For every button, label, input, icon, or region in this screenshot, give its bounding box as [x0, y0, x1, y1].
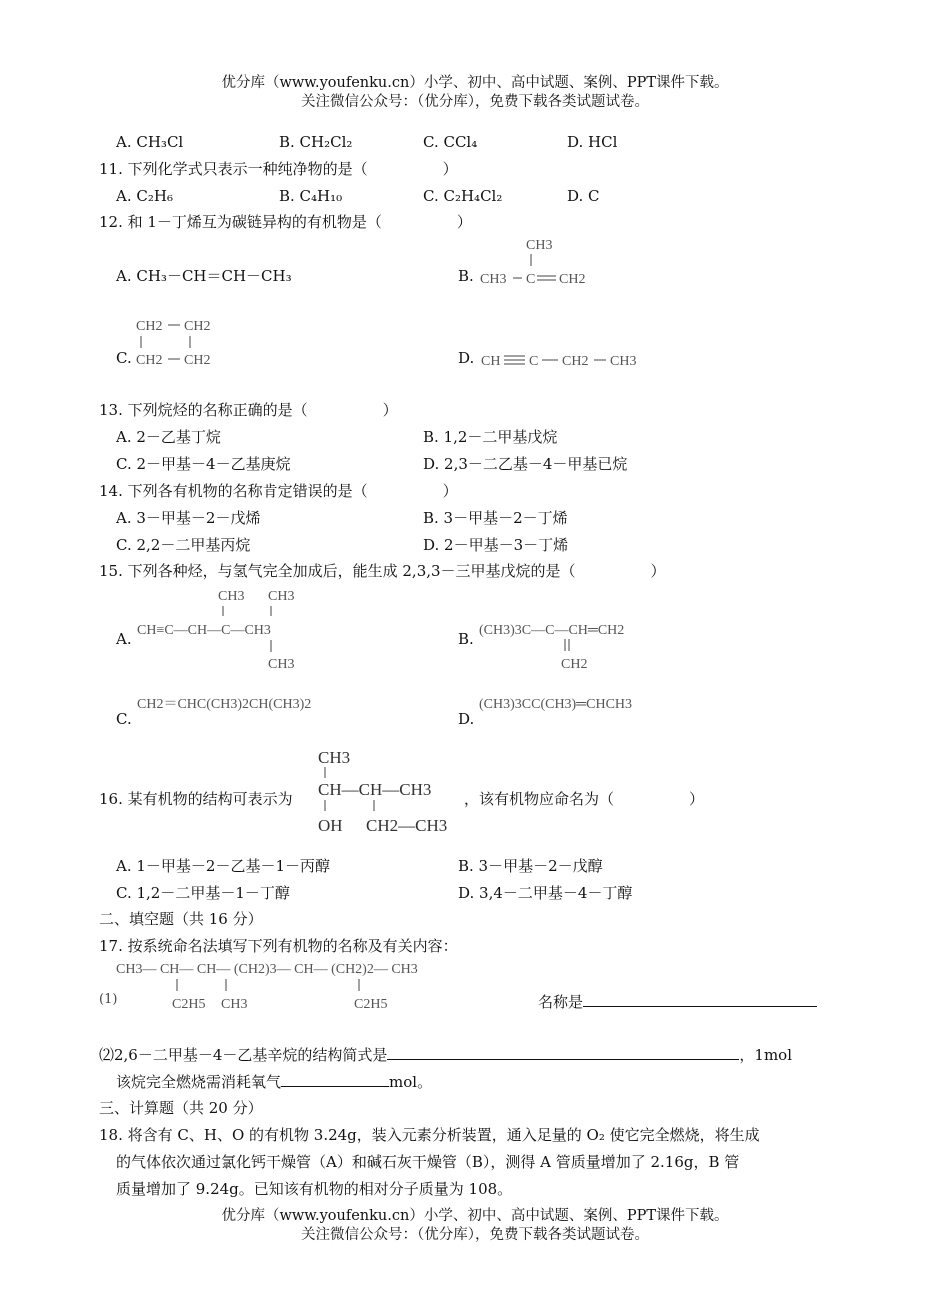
q15-option-c-label: C.	[116, 710, 132, 728]
q15-stem: 15. 下列各种烃，与氢气完全加成后，能生成 2,3,3－三甲基戊烷的是（ ）	[99, 562, 666, 580]
q11-option-d: D. C	[567, 187, 600, 205]
q17-sub-c2h5-1: C2H5	[172, 997, 206, 1012]
q15a-ch3-top-2: CH3	[268, 589, 295, 604]
q12d-ch2: CH2	[562, 354, 589, 369]
q11-option-b: B. C₄H₁₀	[279, 187, 343, 205]
q16-oh: OH	[318, 816, 343, 835]
q10-option-b: B. CH₂Cl₂	[279, 133, 353, 151]
q12c-ch2-a: CH2	[136, 319, 163, 334]
footer-line-1: 优分库（www.youfenku.cn）小学、初中、高中试题、案例、PPT课件下载。	[221, 1208, 729, 1224]
q18-line-1: 18. 将含有 C、H、O 的有机物 3.24g，装入元素分析装置，通入足量的 O₂ 使它完全燃烧，将生成	[99, 1126, 760, 1144]
q13-option-c: C. 2－甲基－4－乙基庚烷	[116, 455, 291, 473]
q16-option-d: D. 3,4－二甲基－4－丁醇	[458, 884, 633, 902]
q16-stem-post: ，该有机物应命名为（ ）	[464, 790, 705, 808]
section-2-title: 二、填空题（共 16 分）	[99, 910, 263, 928]
q13-option-a: A. 2－乙基丁烷	[116, 428, 221, 446]
q15-option-d-structure	[476, 689, 716, 715]
q11-stem: 11. 下列化学式只表示一种纯净物的是（ ）	[99, 160, 458, 178]
q16-structure	[314, 742, 474, 838]
q17-main-chain: CH3— CH— CH— (CH2)3— CH— (CH2)2— CH3	[116, 962, 418, 977]
q15c-formula: CH2＝CHC(CH3)2CH(CH3)2	[137, 697, 312, 712]
q10-option-d: D. HCl	[567, 133, 618, 151]
q17-part2-line1: ⑵2,6－二甲基－4－乙基辛烷的结构简式是 ，1mol	[99, 1046, 793, 1064]
q12c-ch2-c: CH2	[136, 353, 163, 368]
q12-option-a: A. CH₃－CH＝CH－CH₃	[116, 267, 292, 285]
q12-option-b-label: B.	[458, 267, 474, 285]
q12b-c: C	[526, 272, 536, 287]
q15a-chain: CH≡C—CH—C—CH3	[137, 623, 271, 638]
header-line-1: 优分库（www.youfenku.cn）小学、初中、高中试题、案例、PPT课件下载。	[221, 75, 729, 91]
q17-name-blank[interactable]	[583, 992, 817, 1007]
section-3-title: 三、计算题（共 20 分）	[99, 1099, 263, 1117]
q15-option-d-label: D.	[458, 710, 475, 728]
q15a-ch3-top-1: CH3	[218, 589, 245, 604]
q12-option-d-structure	[478, 345, 658, 373]
q12b-ch2: CH2	[559, 272, 586, 287]
q17-structure-blank[interactable]	[387, 1045, 739, 1060]
q12-option-c-structure	[133, 312, 233, 374]
q15d-formula: (CH3)3CC(CH3)═CHCH3	[479, 697, 633, 712]
q13-option-d: D. 2,3－二乙基－4－甲基已烷	[423, 455, 628, 473]
q15b-chain: (CH3)3C—C—CH═CH2	[479, 623, 625, 638]
q17-stem: 17. 按系统命名法填写下列有机物的名称及有关内容：	[99, 937, 458, 955]
q12-option-c-label: C.	[116, 349, 132, 367]
q14-option-d: D. 2－甲基－3－丁烯	[423, 536, 569, 554]
q12b-ch3: CH3	[480, 272, 507, 287]
q15-option-c-structure	[134, 689, 374, 715]
q12d-ch: CH	[481, 354, 501, 369]
q16-option-a: A. 1－甲基－2－乙基－1－丙醇	[116, 857, 331, 875]
q16-option-b: B. 3－甲基－2－戊醇	[458, 857, 603, 875]
q18-line-3: 质量增加了 9.24g。已知该有机物的相对分子质量为 108。	[116, 1180, 513, 1198]
q10-option-a: A. CH₃Cl	[116, 133, 184, 151]
q12-stem: 12. 和 1－丁烯互为碳链异构的有机物是（ ）	[99, 213, 472, 231]
q12-option-d-label: D.	[458, 349, 475, 367]
q16-ch3: CH3	[318, 748, 351, 767]
q17-name-label: 名称是	[538, 992, 817, 1012]
q15b-ch2-bot: CH2	[561, 657, 588, 672]
q16-stem-pre: 16. 某有机物的结构可表示为	[99, 790, 293, 808]
q16-ch2-ch3: CH2—CH3	[366, 816, 448, 835]
q14-option-a: A. 3－甲基－2－戊烯	[116, 509, 261, 527]
q12-option-b-structure	[476, 232, 616, 294]
q13-option-b: B. 1,2－二甲基戊烷	[423, 428, 558, 446]
q12c-ch2-d: CH2	[184, 353, 211, 368]
q17-sub-c2h5-2: C2H5	[354, 997, 388, 1012]
q12c-ch2-b: CH2	[184, 319, 211, 334]
q16-main-chain: CH—CH—CH3	[318, 780, 432, 799]
q10-option-c: C. CCl₄	[423, 133, 478, 151]
q15-option-a-label: A.	[116, 630, 132, 648]
q17-part1-label: (1)	[99, 992, 118, 1007]
q17-part2-line2: 该烷完全燃烧需消耗氧气 mol。	[116, 1073, 433, 1091]
footer-line-2: 关注微信公众号：（优分库），免费下载各类试题试卷。	[301, 1227, 649, 1243]
q12b-ch3-top: CH3	[526, 238, 553, 253]
q15-option-b-label: B.	[458, 630, 474, 648]
q17-sub-ch3: CH3	[221, 997, 248, 1012]
q14-option-b: B. 3－甲基－2－丁烯	[423, 509, 568, 527]
q15-option-b-structure	[476, 614, 716, 676]
q17-oxygen-blank[interactable]	[281, 1072, 389, 1087]
q17-structure	[112, 955, 532, 1015]
q16-option-c: C. 1,2－二甲基－1－丁醇	[116, 884, 290, 902]
q15-option-a-structure	[134, 582, 354, 674]
q11-option-c: C. C₂H₄Cl₂	[423, 187, 503, 205]
q13-stem: 13. 下列烷烃的名称正确的是（ ）	[99, 401, 398, 419]
q14-stem: 14. 下列各有机物的名称肯定错误的是（ ）	[99, 482, 458, 500]
q14-option-c: C. 2,2－二甲基丙烷	[116, 536, 251, 554]
q11-option-a: A. C₂H₆	[116, 187, 173, 205]
q12d-ch3: CH3	[610, 354, 637, 369]
header-line-2: 关注微信公众号：（优分库），免费下载各类试题试卷。	[301, 94, 649, 110]
q12d-c: C	[529, 354, 539, 369]
q18-line-2: 的气体依次通过氯化钙干燥管（A）和碱石灰干燥管（B），测得 A 管质量增加了 2.16g，B 管	[116, 1153, 740, 1171]
q15a-ch3-bot: CH3	[268, 657, 295, 672]
